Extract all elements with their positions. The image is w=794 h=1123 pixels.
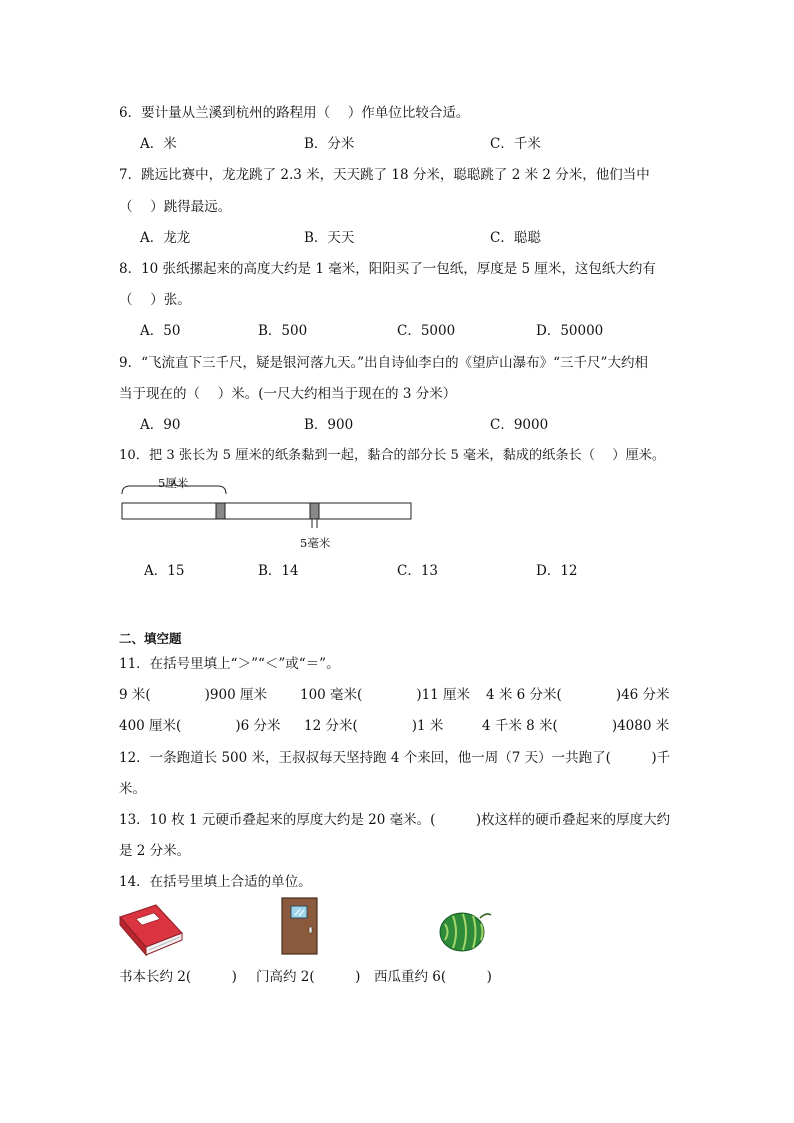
q8-option-c: C．5000	[397, 323, 456, 339]
label-5cm: 5厘米	[158, 476, 189, 490]
q11-stem: 11．在括号里填上“＞”“＜”或“＝”。	[119, 656, 340, 672]
q9-option-c: C．9000	[490, 417, 549, 433]
q9-option-b: B．900	[304, 417, 354, 433]
q13-stem-line2: 是 2 分米。	[119, 843, 191, 859]
q13-stem-line1: 13．10 枚 1 元硬币叠起来的厚度大约是 20 毫米。( )枚这样的硬币叠起来的厚度大约	[119, 812, 671, 828]
q11-item-3: 4 米 6 分米( )46 分米	[486, 687, 670, 703]
q14-item-door: 门高约 2( )	[256, 969, 361, 985]
q8-option-a: A．50	[140, 323, 181, 339]
q9-stem-line1: 9．“飞流直下三千尺，疑是银河落九天。”出自诗仙李白的《望庐山瀑布》“三千尺”大约相	[119, 355, 648, 371]
q10-option-a: A．15	[144, 563, 185, 579]
q8-option-d: D．50000	[536, 323, 604, 339]
q11-item-4: 400 厘米( )6 分米	[119, 718, 281, 734]
door-icon	[280, 896, 322, 958]
section-title-fill-in: 二、填空题	[119, 631, 182, 646]
q11-item-2: 100 毫米( )11 厘米	[300, 687, 471, 703]
q9-option-a: A．90	[140, 417, 181, 433]
paper-strip	[122, 503, 411, 519]
q9-stem-line2: 当于现在的（ ）米。(一尺大约相当于现在的 3 分米）	[119, 386, 457, 402]
overlap-segment-1	[216, 503, 225, 519]
q11-item-1: 9 米( )900 厘米	[119, 687, 267, 703]
q10-option-c: C．13	[397, 563, 439, 579]
q8-stem-line1: 8．10 张纸摞起来的高度大约是 1 毫米，阳阳买了一包纸，厚度是 5 厘米，这包纸大约有	[119, 261, 656, 277]
q6-option-c: C．千米	[490, 136, 541, 152]
q7-stem-line2: （ ）跳得最远。	[119, 199, 232, 215]
q12-stem-line2: 米。	[119, 781, 146, 797]
q6-option-a: A．米	[140, 136, 177, 152]
q10-stem: 10．把 3 张长为 5 厘米的纸条黏到一起，黏合的部分长 5 毫米，黏成的纸条长（ ）厘米。	[119, 448, 666, 463]
q7-stem-line1: 7．跳远比赛中，龙龙跳了 2.3 米，天天跳了 18 分米，聪聪跳了 2 米 2 分米，他们当中	[119, 167, 650, 183]
label-5mm: 5毫米	[300, 536, 331, 550]
q6-option-b: B．分米	[304, 136, 355, 152]
q7-option-c: C．聪聪	[490, 230, 541, 246]
q11-item-6: 4 千米 8 米( )4080 米	[482, 718, 670, 734]
overlap-segment-2	[310, 503, 319, 519]
q6-stem: 6．要计量从兰溪到杭州的路程用（ ）作单位比较合适。	[119, 105, 470, 121]
q8-stem-line2: （ ）张。	[119, 292, 191, 308]
q11-item-5: 12 分米( )1 米	[304, 718, 444, 734]
q14-stem: 14．在括号里填上合适的单位。	[119, 874, 312, 890]
book-icon	[116, 903, 186, 957]
q7-option-b: B．天天	[304, 230, 355, 246]
watermelon-icon	[436, 906, 496, 954]
q12-stem-line1: 12．一条跑道长 500 米，王叔叔每天坚持跑 4 个来回，他一周（7 天）一共跑了( )千	[119, 750, 671, 766]
q10-option-d: D．12	[536, 563, 578, 579]
q7-option-a: A．龙龙	[140, 230, 191, 246]
q10-option-b: B．14	[258, 563, 299, 579]
q14-item-book: 书本长约 2( )	[119, 969, 237, 985]
q14-item-watermelon: 西瓜重约 6( )	[374, 969, 492, 985]
q8-option-b: B．500	[258, 323, 308, 339]
